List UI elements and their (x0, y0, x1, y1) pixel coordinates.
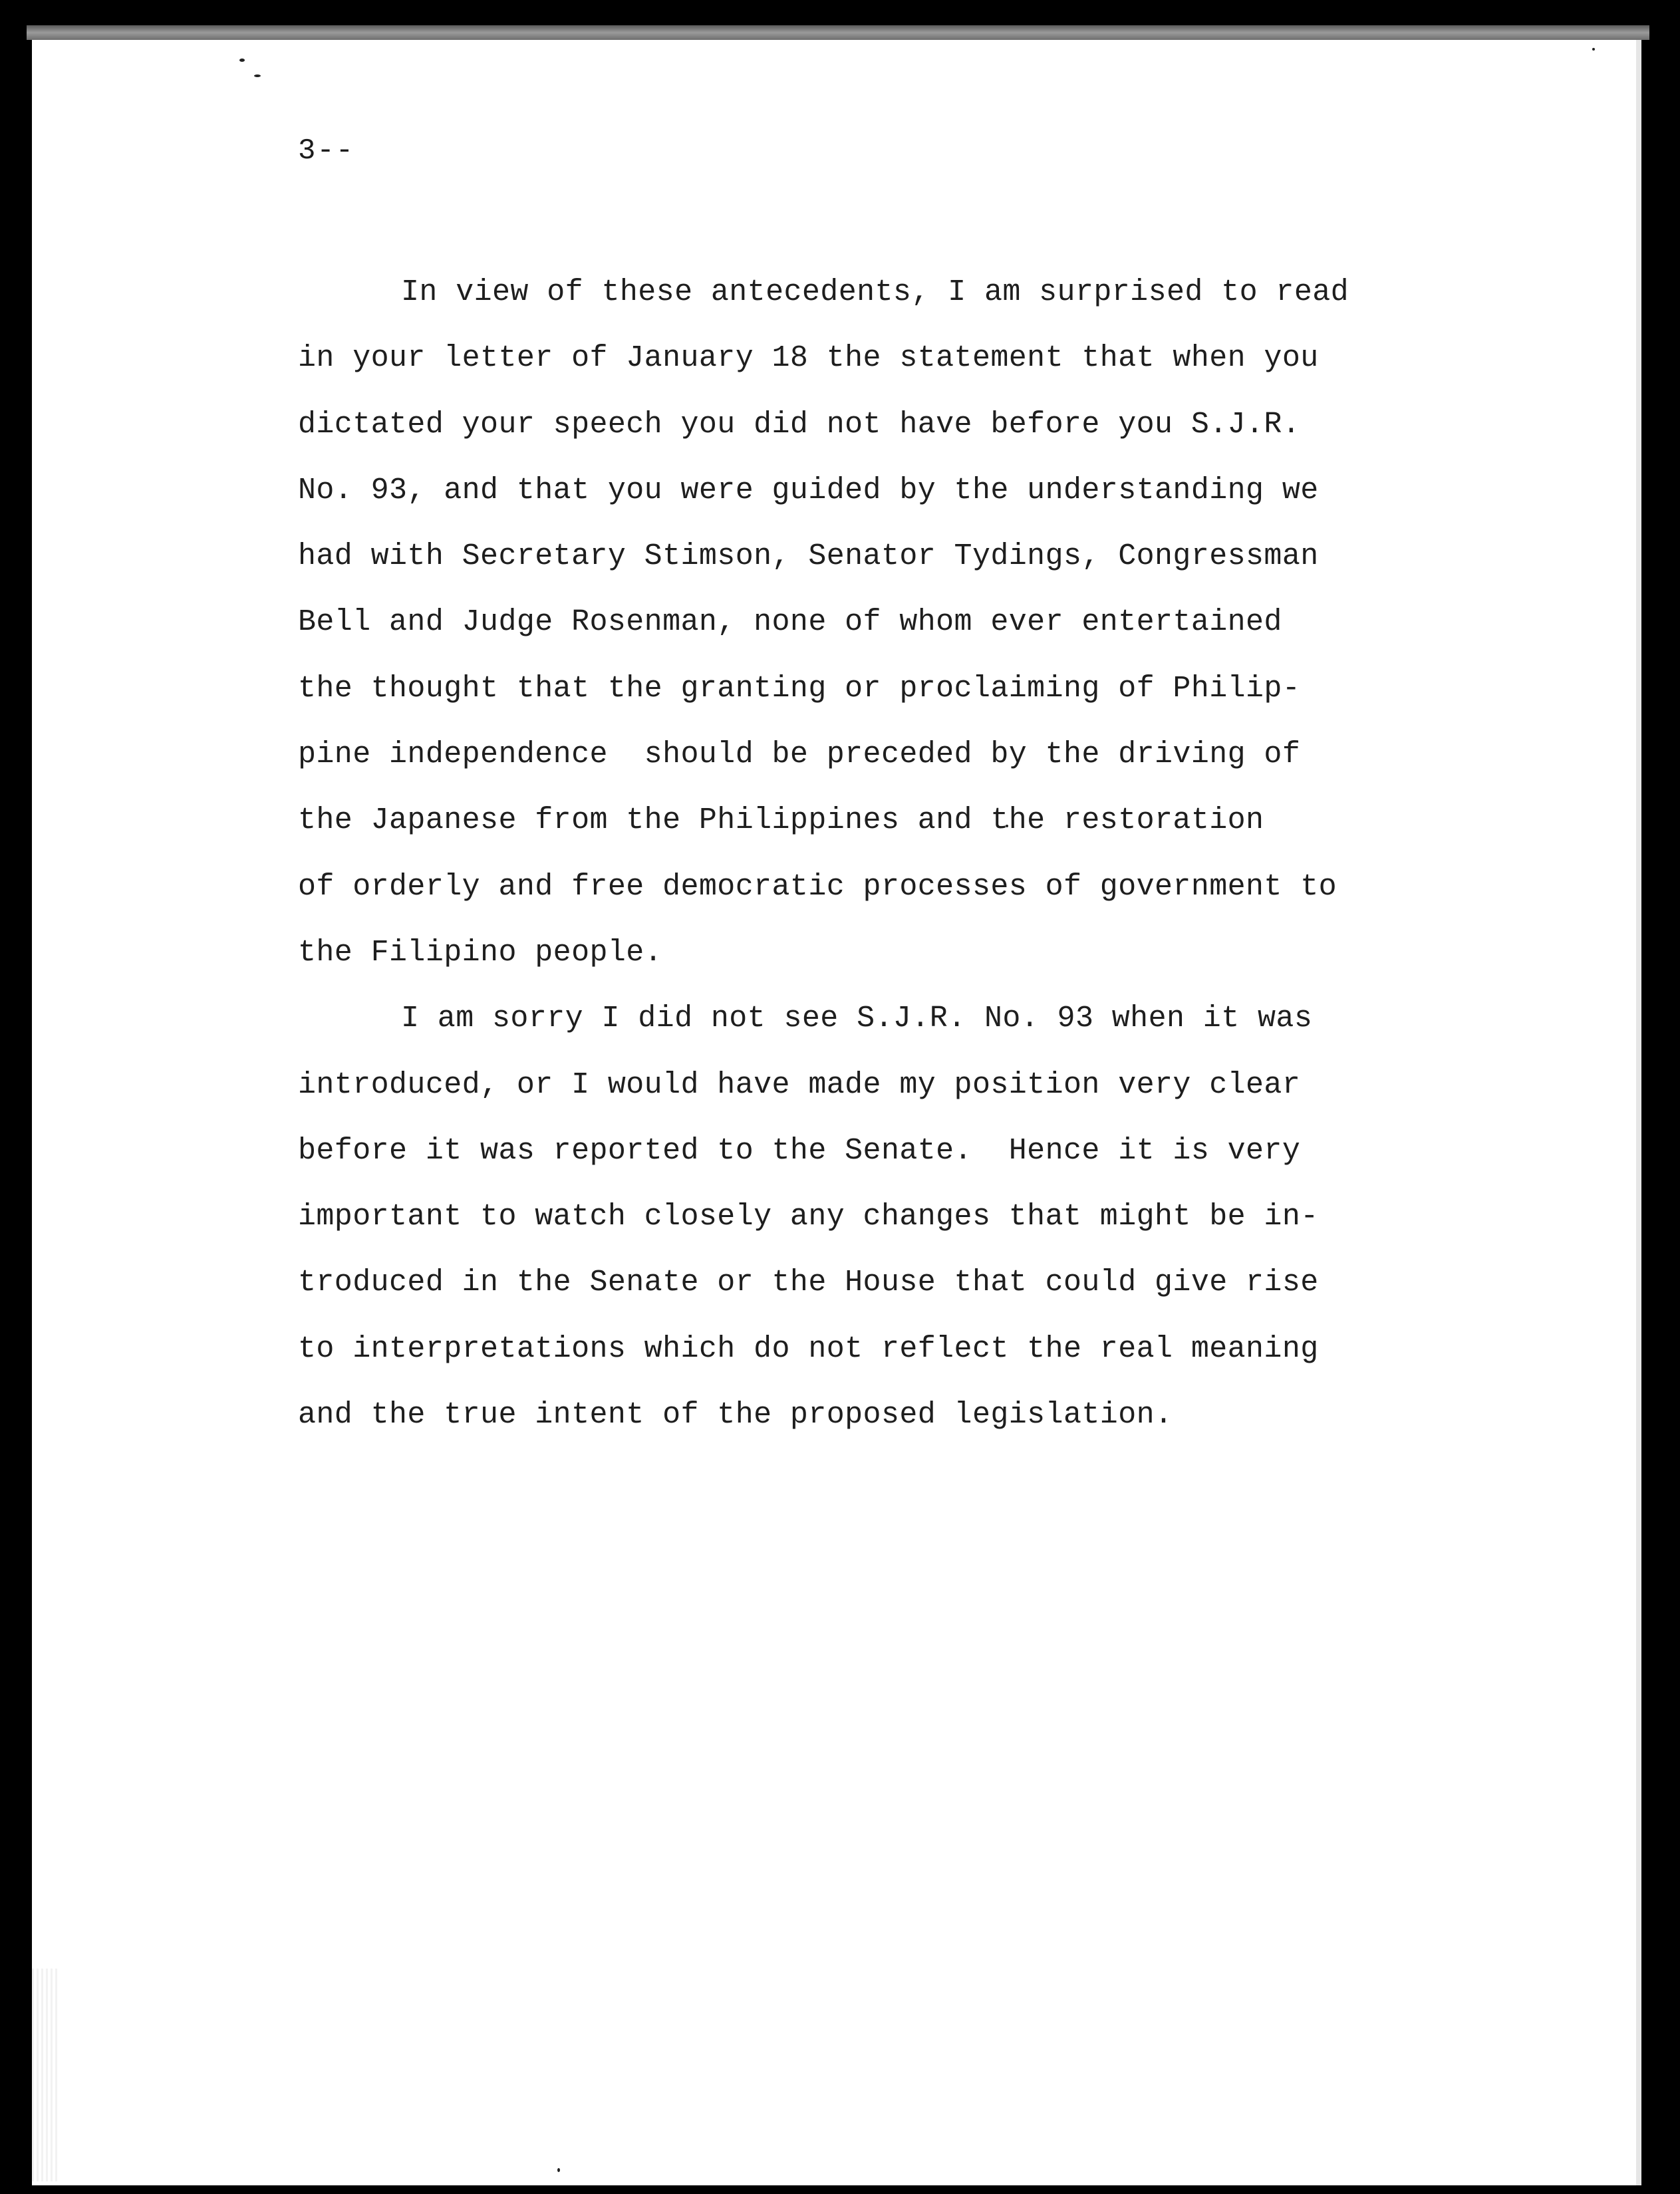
text-line: before it was reported to the Senate. Hence it is very (298, 1133, 1301, 1168)
text-line: and the true intent of the proposed legislation. (298, 1398, 1173, 1433)
paragraph (298, 259, 1495, 986)
page-left-edge-noise (32, 1969, 59, 2181)
scan-speck (254, 74, 261, 77)
text-line: in your letter of January 18 the statement that when you (298, 341, 1319, 376)
text-line: the thought that the granting or proclaiming of Philip- (298, 671, 1301, 706)
scan-speck (557, 2168, 560, 2172)
text-line: No. 93, and that you were guided by the understanding we (298, 473, 1319, 507)
scan-top-edge (27, 25, 1649, 40)
text-line: important to watch closely any changes that might be in- (298, 1200, 1319, 1234)
text-line: Bell and Judge Rosenman, none of whom ever entertained (298, 605, 1282, 640)
letter-body (298, 259, 1495, 1448)
text-line: I am sorry I did not see S.J.R. No. 93 when it was (401, 1002, 1313, 1036)
text-line: of orderly and free democratic processes of government to (298, 869, 1337, 904)
page-right-edge (1636, 40, 1641, 2185)
paragraph (298, 986, 1495, 1448)
text-line: troduced in the Senate or the House that could give rise (298, 1266, 1319, 1300)
scan-speck (1592, 48, 1595, 51)
scan-speck (239, 59, 245, 62)
page-number: 3-- (298, 134, 355, 168)
text-line: had with Secretary Stimson, Senator Tydings, Congressman (298, 539, 1319, 574)
text-line: pine independence should be preceded by the driving of (298, 738, 1301, 772)
document-page (32, 40, 1641, 2185)
text-line: introduced, or I would have made my position very clear (298, 1067, 1301, 1102)
text-line: dictated your speech you did not have before you S.J.R. (298, 407, 1301, 442)
text-line: to interpretations which do not reflect the real meaning (298, 1331, 1319, 1366)
text-line: the Japanese from the Philippines and the restoration (298, 803, 1264, 838)
text-line: In view of these antecedents, I am surprised to read (401, 275, 1349, 309)
text-line: the Filipino people. (298, 935, 663, 970)
